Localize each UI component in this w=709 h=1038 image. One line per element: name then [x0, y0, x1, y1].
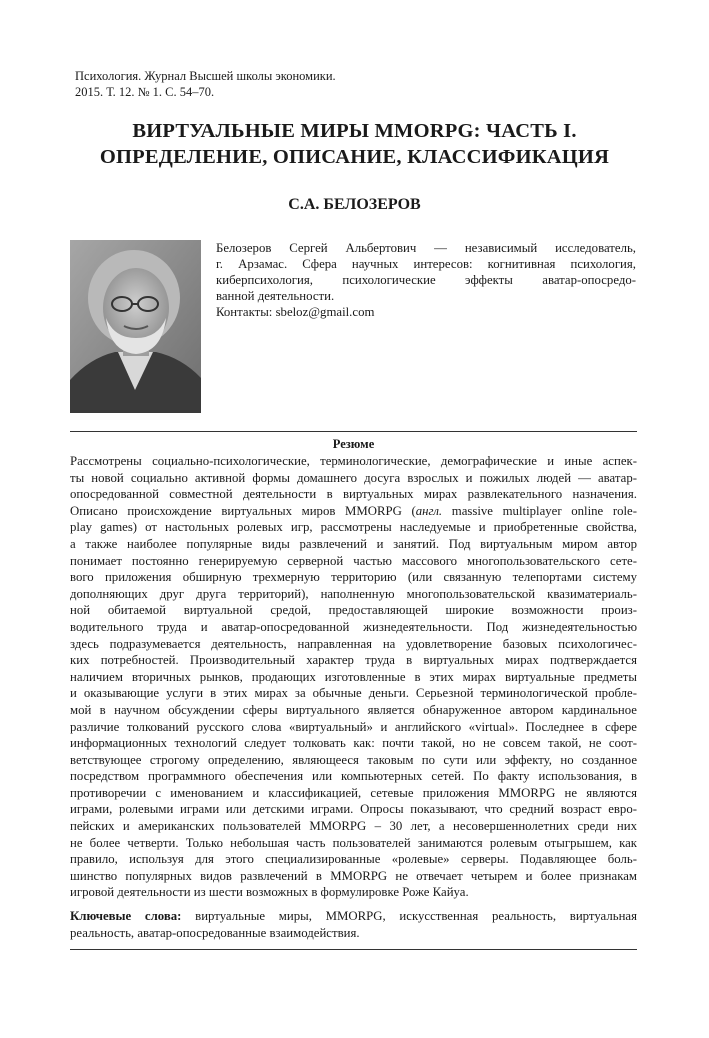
abstract-line: play games) от настольных ролевых игр, рассмотрены наследуемые и приобретенные свойства, — [70, 520, 637, 535]
abstract-line: не более четверти. Только небольшая часть пользователей занимаются ролевым отыгрышем, как — [70, 835, 637, 850]
abstract-line: дополняющих друг друга территорий), наполненную многопользовательской квазиматериаль- — [70, 586, 637, 601]
abstract-line: водительного труда и аватар-опосредованной жизнедеятельности. Под жизнедеятельностью — [70, 619, 637, 634]
keywords-line-2: реальность, аватар-опосредованные взаимодействия. — [70, 926, 360, 940]
abstract-line: Описано происхождение виртуальных миров MMORPG (англ. massive multiplayer online role- — [70, 503, 637, 518]
keywords — [70, 908, 637, 942]
abstract-line: шинство популярных видов развлечений в MMORPG не отвечает четырем и более признакам — [70, 868, 637, 883]
abstract-line: наличием вторичных рынков, продающих изготовленные в этих мирах виртуальные предметы — [70, 669, 637, 684]
keywords-text-1: виртуальные миры, MMORPG, искусственная реальность, виртуальная — [181, 909, 637, 923]
journal-name: Психология. Журнал Высшей школы экономики. — [75, 69, 336, 83]
abstract-body — [70, 453, 637, 901]
abstract-line: играми, ролевыми играми или детскими играми. Опросы показывают, что средний возраст евро- — [70, 802, 637, 817]
abstract-line: опосредованной совместной деятельности в виртуальных мирах развлекательного назначения. — [70, 487, 637, 502]
abstract-line: а также наиболее популярные виды развлечений и занятий. Под виртуальным миром автор — [70, 536, 637, 551]
abstract-line: противоречии с именованием и классификацией, сетевые приложения MMORPG не являются — [70, 785, 637, 800]
abstract-line: мой в научном обсуждении сферы виртуального является обнаруженное автором кардинальное — [70, 702, 637, 717]
keywords-line-1 — [70, 908, 637, 925]
abstract-line: ких потребностей. Производительный характер труда в виртуальных мирах подтверждается — [70, 653, 637, 668]
abstract-line: вого приложения обширную трехмерную территорию (или связанную телепортами систему — [70, 570, 637, 585]
title-line-2: ОПРЕДЕЛЕНИЕ, ОПИСАНИЕ, КЛАССИФИКАЦИЯ — [99, 146, 610, 168]
abstract-line: ты новой социально активной формы домашнего досуга взрослых и пожилых людей — аватар- — [70, 470, 637, 485]
keywords-label: Ключевые слова: — [70, 909, 182, 923]
title-line-1: ВИРТУАЛЬНЫЕ МИРЫ MMORPG: ЧАСТЬ I. — [132, 120, 577, 142]
divider-bottom — [70, 949, 637, 950]
author-portrait-image — [70, 240, 201, 413]
bio-line: ванной деятельности. — [216, 289, 335, 303]
author-bio — [216, 240, 636, 320]
divider-top — [70, 431, 637, 432]
abstract-line: информационных технологий следует толковать как: почти такой, но не совсем такой, не соот- — [70, 736, 637, 751]
article-title — [60, 118, 649, 170]
abstract-line: ветствующее строгому определению, являющееся таковым по сути или эффекту, но созданное — [70, 752, 637, 767]
author-photo — [70, 240, 201, 413]
abstract-italic-term: англ. — [415, 503, 443, 518]
abstract-line: пейских и американских пользователей MMORPG – 30 лет, а несовершеннолетних среди них — [70, 819, 637, 834]
journal-header — [75, 68, 336, 100]
bio-line: киберпсихология, психологические эффекты аватар-опосредо- — [216, 273, 636, 287]
bio-line: г. Арзамас. Сфера научных интересов: когнитивная психология, — [216, 257, 636, 271]
author-name: С.А. БЕЛОЗЕРОВ — [288, 196, 421, 213]
bio-line: Белозеров Сергей Альбертович — независимый исследователь, — [216, 241, 636, 255]
abstract-line: Рассмотрены социально-психологические, терминологические, демографические и иные аспек- — [70, 454, 637, 468]
abstract-line: понимает постоянно генерируемую серверной частью массового многопользовательского сете- — [70, 553, 637, 568]
author-contacts: Контакты: sbeloz@gmail.com — [216, 305, 375, 319]
abstract-line: здесь подразумевается деятельность, направленная на удовлетворение базовых психологичес- — [70, 636, 637, 651]
journal-issue: 2015. Т. 12. № 1. С. 54–70. — [75, 85, 215, 99]
abstract-line: и оказывающие услуги в этих мирах за обычные деньги. Серьезной терминологической пробле- — [70, 686, 637, 701]
abstract-line: ной обитаемой виртуальной средой, предоставляющей широкие возможности произ- — [70, 603, 637, 618]
abstract-heading: Резюме — [332, 437, 375, 451]
abstract-line: игровой деятельности из шести возможных в формулировке Роже Кайуа. — [70, 885, 469, 900]
abstract-line: правило, используя для этого специализированные «ролевые» серверы. Подавляющее боль- — [70, 852, 637, 867]
abstract-line: посредством программного обеспечения или компьютерных сетей. По факту использования, в — [70, 769, 637, 784]
abstract-line: различие толкований русского слова «виртуальный» и английского «virtual». Последнее в сфере — [70, 719, 637, 734]
